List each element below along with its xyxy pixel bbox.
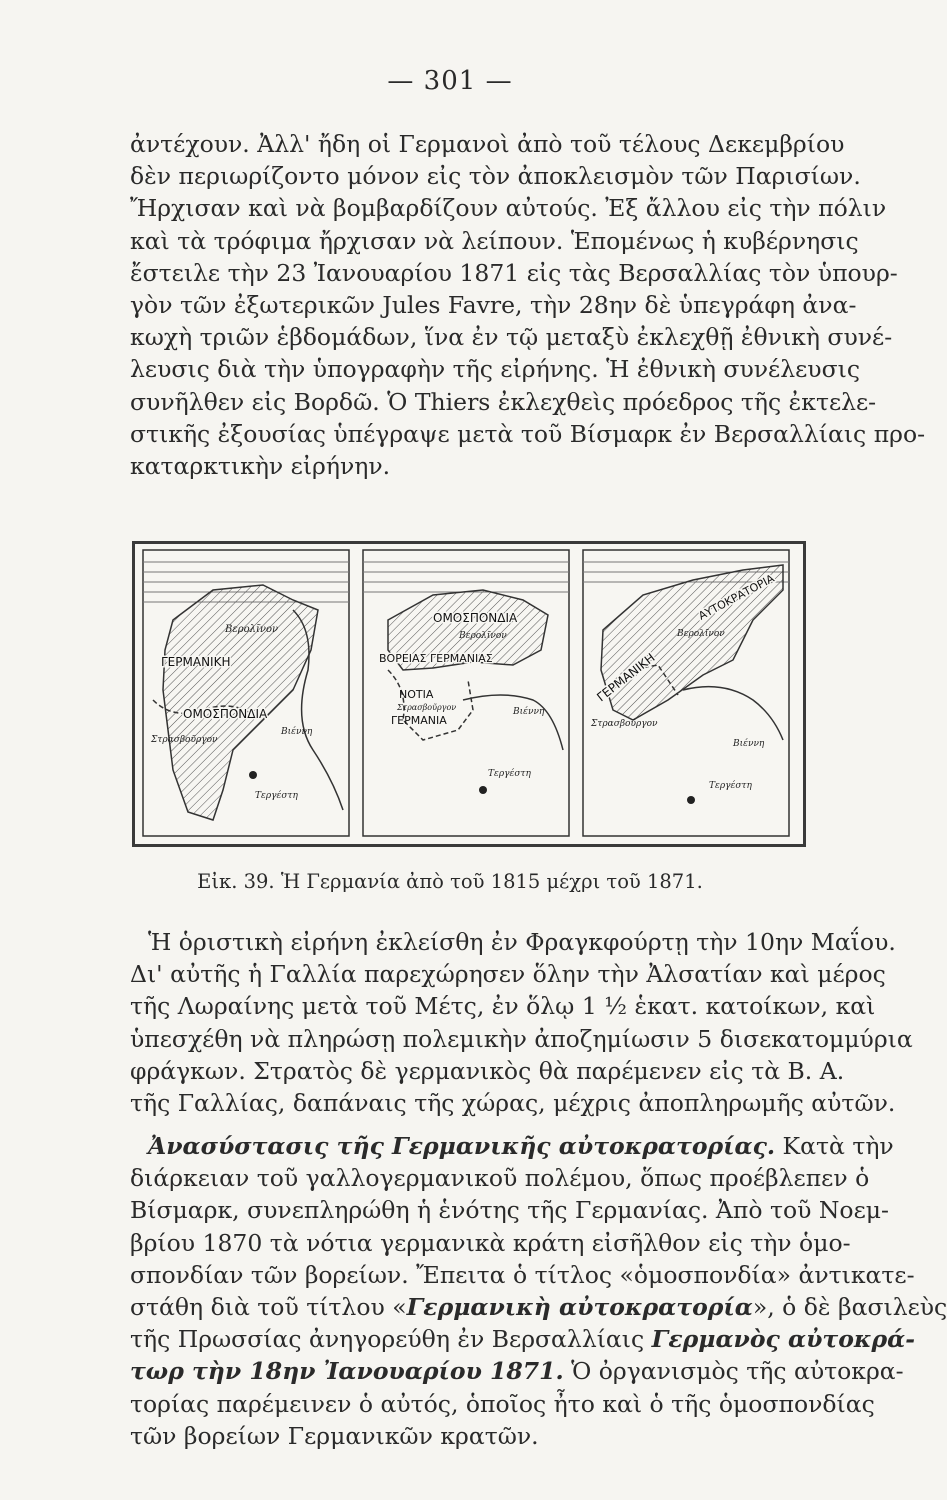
section-heading: Ἀνασύστασις τῆς Γερμανικῆς αὐτοκρατορίας. xyxy=(148,1132,776,1160)
map-label: Τεργέστη xyxy=(709,781,752,791)
text-line xyxy=(130,1355,904,1387)
text-line: συνῆλθεν εἰς Βορδῶ. Ὁ Thiers ἐκλεχθεὶς πρόεδρος τῆς ἐκτελε- xyxy=(130,387,877,416)
text-line xyxy=(130,1291,947,1323)
map-label: ΒΟΡΕΙΑΣ ΓΕΡΜΑΝΙΑΣ xyxy=(379,652,493,665)
text-span: », ὁ δὲ βασιλεὺς xyxy=(752,1293,947,1322)
map-label: ΟΜΟΣΠΟΝΔΙΑ xyxy=(433,611,518,625)
text-line: Ἤρχισαν καὶ νὰ βομβαρδίζουν αὐτούς. Ἐξ ἄλλου εἰς τὴν πόλιν xyxy=(130,194,887,223)
paragraph-2 xyxy=(130,926,913,1119)
map-label: Στρασβοῦργον xyxy=(397,703,457,712)
map-label: Βιέννη xyxy=(513,707,545,717)
emphasis-text: Γερμανικὴ αὐτοκρατορία xyxy=(406,1293,753,1322)
text-line: στικῆς ἐξουσίας ὑπέγραψε μετὰ τοῦ Βίσμαρκ ἐν Βερσαλλίαις προ- xyxy=(130,419,926,448)
text-line: γὸν τῶν ἐξωτερικῶν Jules Favre, τὴν 28ην δὲ ὑπεγράφη ἀνα- xyxy=(130,291,857,320)
text-line: Βίσμαρκ, συνεπληρώθη ἡ ἑνότης τῆς Γερμανίας. Ἀπὸ τοῦ Νοεμ- xyxy=(130,1196,889,1225)
map-label: ΝΟΤΙΑ xyxy=(399,688,434,701)
text-line: διάρκειαν τοῦ γαλλογερμανικοῦ πολέμου, ὅπως προέβλεπεν ὁ xyxy=(130,1164,870,1193)
text-span: Κατὰ τὴν xyxy=(775,1132,894,1160)
map-label: ΟΜΟΣΠΟΝΔΙΑ xyxy=(183,707,268,721)
map-figure xyxy=(132,541,806,847)
text-span: τῆς Πρωσσίας ἀνηγορεύθη ἐν Βερσαλλίαις xyxy=(130,1325,652,1354)
text-line: καταρκτικὴν εἰρήνην. xyxy=(130,452,391,481)
map-1815 xyxy=(143,550,349,836)
map-label: ΓΕΡΜΑΝΙΑ xyxy=(391,714,447,727)
text-line: κωχὴ τριῶν ἑβδομάδων, ἵνα ἐν τῷ μεταξὺ ἐκλεχθῇ ἐθνικὴ συνέ- xyxy=(130,323,893,352)
text-span: στάθη διὰ τοῦ τίτλου « xyxy=(130,1293,407,1322)
text-line: λευσις διὰ τὴν ὑπογραφὴν τῆς εἰρήνης. Ἡ ἐθνικὴ συνέλευσις xyxy=(130,355,860,384)
map-1871 xyxy=(583,550,789,836)
text-line: σπονδίαν τῶν βορείων. Ἔπειτα ὁ τίτλος «ὁμοσπονδία» ἀντικατε- xyxy=(130,1260,915,1289)
paragraph-3 xyxy=(130,1130,947,1452)
text-line: δὲν περιωρίζοντο μόνον εἰς τὸν ἀποκλεισμὸν τῶν Παρισίων. xyxy=(130,162,861,191)
text-line: φράγκων. Στρατὸς δὲ γερμανικὸς θὰ παρέμενεν εἰς τὰ Β. Α. xyxy=(130,1056,845,1085)
figure-caption: Εἰκ. 39. Ἡ Γερμανία ἀπὸ τοῦ 1815 μέχρι τοῦ 1871. xyxy=(197,870,703,893)
text-line: καὶ τὰ τρόφιμα ἤρχισαν νὰ λείπουν. Ἑπομένως ἡ κυβέρνησις xyxy=(130,226,859,255)
text-line: τῆς Γαλλίας, δαπάναις τῆς χώρας, μέχρις ἀποπληρωμῆς αὐτῶν. xyxy=(130,1089,896,1118)
map-label: Στρασβοῦργον xyxy=(591,719,658,729)
text-line: ἔστειλε τὴν 23 Ἰανουαρίου 1871 εἰς τὰς Βερσαλλίας τὸν ὑπουρ- xyxy=(130,258,898,287)
emphasis-text: τωρ τὴν 18ην Ἰανουαρίου 1871. xyxy=(130,1357,564,1386)
map-label: ΓΕΡΜΑΝΙΚΗ xyxy=(161,655,231,669)
text-line: τῆς Λωραίνης μετὰ τοῦ Μέτς, ἐν ὅλῳ 1 ½ ἑκατ. κατοίκων, καὶ xyxy=(130,992,876,1021)
text-line: τορίας παρέμεινεν ὁ αὐτός, ὁποῖος ἦτο καὶ ὁ τῆς ὁμοσπονδίας xyxy=(130,1389,875,1418)
emphasis-text: Γερμανὸς αὐτοκρά- xyxy=(651,1325,915,1354)
map-label: Βιέννη xyxy=(281,727,313,737)
text-line: Δι' αὐτῆς ἡ Γαλλία παρεχώρησεν ὅλην τὴν Ἀλσατίαν καὶ μέρος xyxy=(130,960,886,989)
text-line xyxy=(130,1130,894,1162)
map-label: Τεργέστη xyxy=(488,769,531,779)
text-line: βρίου 1870 τὰ νότια γερμανικὰ κράτη εἰσῆλθον εἰς τὴν ὁμο- xyxy=(130,1228,851,1257)
map-label: Βερολῖνον xyxy=(225,624,279,635)
map-label: Βερολῖνον xyxy=(459,631,507,641)
map-label: Στρασβοῦργον xyxy=(151,735,218,745)
text-line xyxy=(130,1323,915,1355)
text-span: Ὁ ὀργανισμὸς τῆς αὐτοκρα- xyxy=(563,1357,904,1386)
map-label: ΓΕΡΜΑΝΙΚΗ xyxy=(594,650,658,705)
text-line: ὑπεσχέθη νὰ πληρώσῃ πολεμικὴν ἀποζημίωσιν 5 δισεκατομμύρια xyxy=(130,1024,913,1053)
map-label: Βερολῖνον xyxy=(677,629,725,639)
paragraph-1 xyxy=(130,128,926,482)
map-label: ΑΥΤΟΚΡΑΤΟΡΙΑ xyxy=(696,571,777,623)
text-line: Ἡ ὁριστικὴ εἰρήνη ἐκλείσθη ἐν Φραγκφούρτῃ τὴν 10ην Μαΐου. xyxy=(148,928,896,956)
text-line: ἀντέχουν. Ἀλλ' ἤδη οἱ Γερμανοὶ ἀπὸ τοῦ τέλους Δεκεμβρίου xyxy=(130,130,845,158)
map-label: Τεργέστη xyxy=(255,791,298,801)
map-label: Βιέννη xyxy=(733,739,765,749)
map-1866 xyxy=(363,550,569,836)
text-line: τῶν βορείων Γερμανικῶν κρατῶν. xyxy=(130,1421,539,1450)
page-number: — 301 — xyxy=(387,66,513,96)
